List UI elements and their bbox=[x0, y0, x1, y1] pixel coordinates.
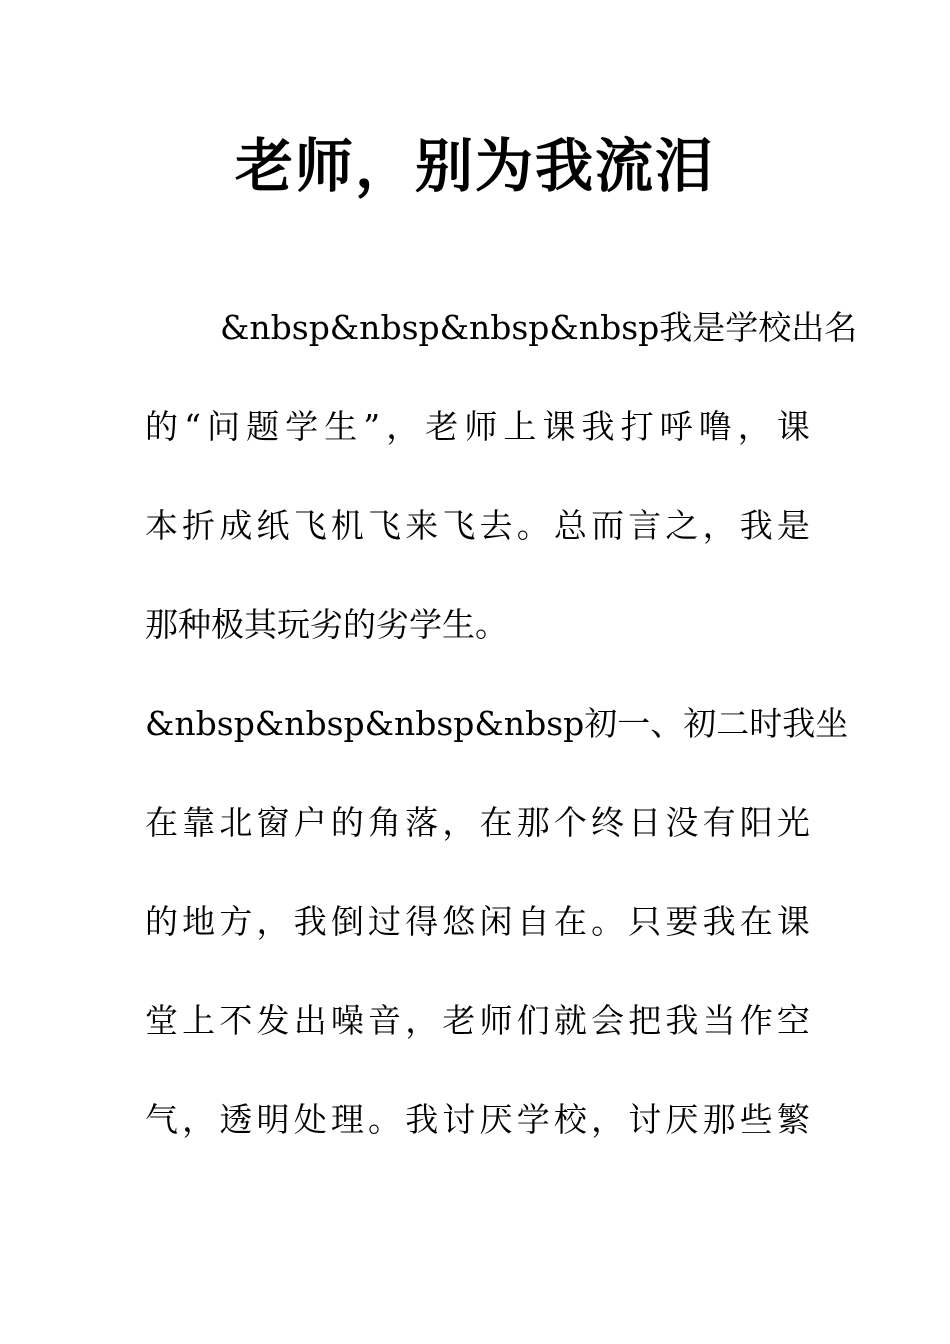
text-line: 的 地 方 ， 我 倒 过 得 悠 闲 自 在 。 只 要 我 在 课 bbox=[145, 902, 810, 941]
text-line: &nbsp&nbsp&nbsp&nbsp 初 一 、 初 二 时 我 坐 bbox=[145, 704, 849, 743]
document-body bbox=[145, 300, 858, 1191]
text-line: 那 种 极 其 玩 劣 的 劣 学 生 。 bbox=[145, 605, 508, 644]
text-line: 气 ， 透 明 处 理 。 我 讨 厌 学 校 ， 讨 厌 那 些 繁 bbox=[145, 1100, 810, 1139]
text-line: 本 折 成 纸 飞 机 飞 来 飞 去 。 总 而 言 之 ， 我 是 bbox=[145, 506, 810, 545]
document-title: 老师，别为我流泪 bbox=[234, 132, 715, 200]
text-line: 的 “ 问 题 学 生 ” ， 老 师 上 课 我 打 呼 噜 ， 课 bbox=[145, 407, 810, 446]
text-line: 堂 上 不 发 出 噪 音 ， 老 师 们 就 会 把 我 当 作 空 bbox=[145, 1001, 810, 1040]
text-line: &nbsp&nbsp&nbsp&nbsp 我 是 学 校 出 名 bbox=[220, 308, 858, 347]
text-line: 在 靠 北 窗 户 的 角 落 ， 在 那 个 终 日 没 有 阳 光 bbox=[145, 803, 810, 842]
